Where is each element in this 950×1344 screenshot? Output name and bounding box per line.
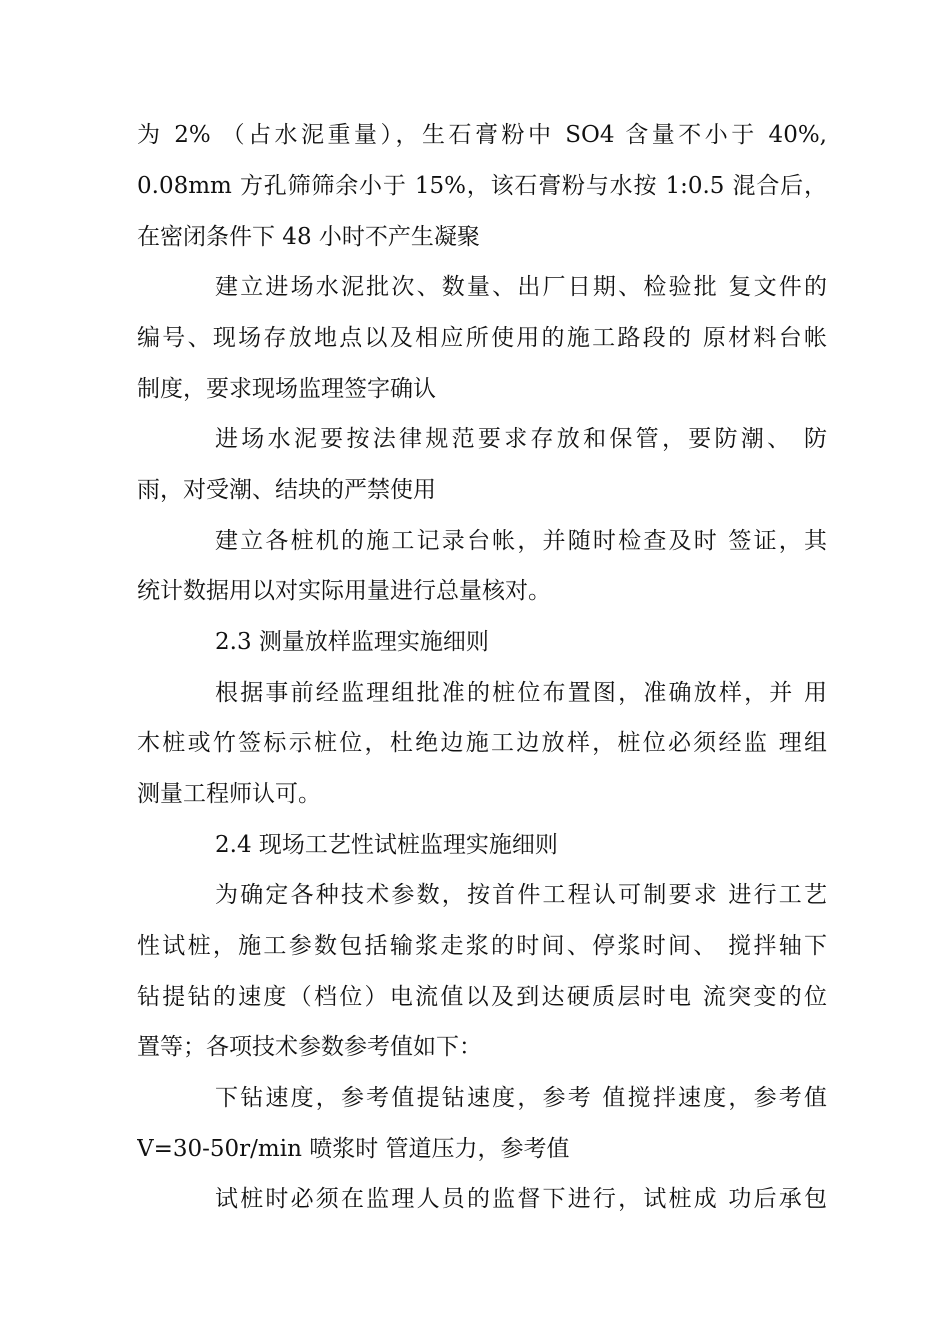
paragraph-line: 0.08mm 方孔筛筛余小于 15%，该石膏粉与水按 1:0.5 混合后，: [137, 173, 827, 199]
paragraph-line: 试桩时必须在监理人员的监督下进行，试桩成 功后承包: [215, 1186, 827, 1212]
paragraph-line: 在密闭条件下 48 小时不产生凝聚: [137, 224, 480, 250]
paragraph-line: 测量工程师认可。: [137, 781, 321, 807]
paragraph-line: 编号、现场存放地点以及相应所使用的施工路段的 原材料台帐: [137, 325, 827, 351]
paragraph-line: 建立各桩机的施工记录台帐，并随时检查及时 签证，其: [215, 528, 827, 554]
paragraph-line: 为 2% （占水泥重量），生石膏粉中 SO4 含量不小于 40%,: [137, 122, 827, 148]
paragraph-line: 雨，对受潮、结块的严禁使用: [137, 477, 436, 503]
paragraph-line: V=30-50r/min 喷浆时 管道压力，参考值: [137, 1136, 570, 1162]
section-heading: 2.3 测量放样监理实施细则: [215, 629, 489, 655]
section-heading: 2.4 现场工艺性试桩监理实施细则: [215, 832, 558, 858]
paragraph-line: 根据事前经监理组批准的桩位布置图，准确放样，并 用: [215, 680, 827, 706]
paragraph-line: 置等；各项技术参数参考值如下：: [137, 1034, 482, 1060]
paragraph-line: 建立进场水泥批次、数量、出厂日期、检验批 复文件的: [215, 274, 827, 300]
paragraph-line: 钻提钻的速度（档位）电流值以及到达硬质层时电 流突变的位: [137, 984, 827, 1010]
paragraph-line: 性试桩，施工参数包括输浆走浆的时间、停浆时间、 搅拌轴下: [137, 933, 827, 959]
paragraph-line: 为确定各种技术参数，按首件工程认可制要求 进行工艺: [215, 882, 827, 908]
paragraph-line: 木桩或竹签标示桩位，杜绝边施工边放样，桩位必须经监 理组: [137, 730, 827, 756]
paragraph-line: 进场水泥要按法律规范要求存放和保管，要防潮、 防: [215, 426, 827, 452]
paragraph-line: 下钻速度，参考值提钻速度，参考 值搅拌速度，参考值: [215, 1085, 827, 1111]
paragraph-line: 统计数据用以对实际用量进行总量核对。: [137, 578, 551, 604]
paragraph-line: 制度，要求现场监理签字确认: [137, 376, 436, 402]
